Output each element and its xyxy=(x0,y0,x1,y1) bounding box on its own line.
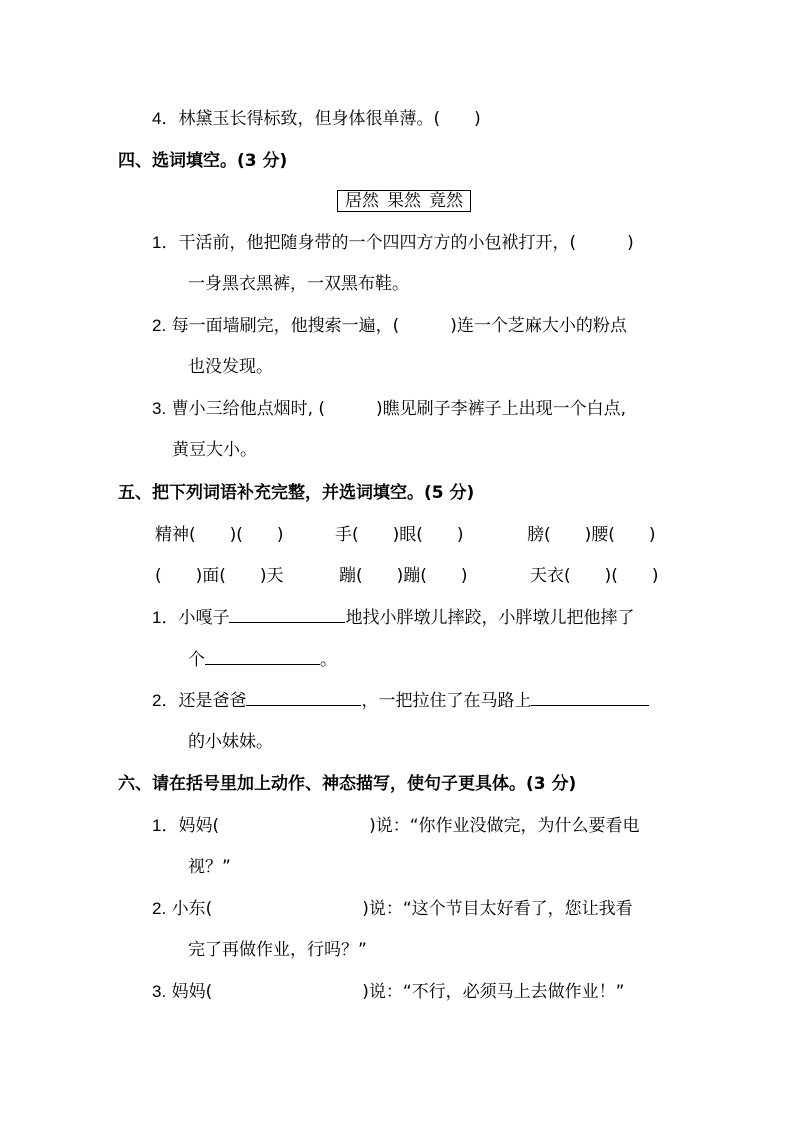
question-number: 2. xyxy=(152,899,167,918)
question-text: 每一面墙刷完，他搜索一遍，( )连一个芝麻大小的粉点 xyxy=(171,316,627,336)
question-text: 还是爸爸 xyxy=(178,691,247,711)
answer-blank[interactable] xyxy=(531,689,649,706)
answer-blank[interactable] xyxy=(246,689,361,706)
question-text: 小嘎子 xyxy=(178,608,230,628)
section-6-title: 六、请在括号里加上动作、神态描写，使句子更具体。(3 分) xyxy=(118,774,577,794)
question-text: 小东( xyxy=(171,899,213,919)
question-text: 地找小胖墩儿摔跤，小胖墩儿把他摔了 xyxy=(345,608,635,628)
question-number: 2． xyxy=(152,691,179,710)
question-text: 妈妈( xyxy=(171,982,213,1002)
answer-blank[interactable] xyxy=(205,648,320,665)
word-fill-6: 天衣( )( ) xyxy=(530,566,659,586)
question-text: 干活前，他把随身带的一个四四方方的小包袱打开，( ) xyxy=(178,233,634,253)
question-text: 曹小三给他点烟时, ( )瞧见刷子李裤子上出现一个白点, xyxy=(171,399,627,419)
section-4-item-2-cont: 也没发现。 xyxy=(188,357,273,377)
section-5-item-2-cont: 的小妹妹。 xyxy=(188,732,273,752)
section-5-title: 五、把下列词语补充完整，并选词填空。(5 分) xyxy=(118,483,475,503)
question-text: 林黛玉长得标致，但身体很单薄。( ) xyxy=(178,109,481,129)
word-fill-5: 蹦( )蹦( ) xyxy=(339,566,468,586)
question-number: 1． xyxy=(152,608,179,627)
section-5-item-1 xyxy=(152,606,634,629)
section-5-item-1-cont xyxy=(188,648,337,671)
question-text: )说： xyxy=(362,899,403,919)
section-5-item-2 xyxy=(152,689,649,712)
word-option: 居然 xyxy=(345,191,379,211)
section-6-item-1-cont: 视？” xyxy=(188,857,231,877)
word-fill-3: 膀( )腰( ) xyxy=(527,525,656,545)
section-6-item-1 xyxy=(152,815,640,837)
question-number: 1． xyxy=(152,816,179,835)
question-text: 个 xyxy=(188,650,205,670)
section-4-item-2 xyxy=(152,315,627,337)
question-number: 4． xyxy=(152,109,179,128)
question-text: )说： xyxy=(362,982,403,1002)
section-4-item-3-cont: 黄豆大小。 xyxy=(172,440,257,460)
section-6-item-3 xyxy=(152,981,625,1003)
question-number: 1． xyxy=(152,233,179,252)
question-text: “你作业没做完，为什么要看电 xyxy=(409,816,640,836)
question-number: 2. xyxy=(152,316,167,335)
question-4-previous xyxy=(152,108,481,130)
section-4-title: 四、选词填空。(3 分) xyxy=(118,151,288,171)
word-choice-box xyxy=(337,190,471,212)
word-option: 竟然 xyxy=(429,191,463,211)
question-text: 妈妈( xyxy=(178,816,220,836)
word-fill-4: ( )面( )天 xyxy=(155,566,284,586)
section-6-item-2 xyxy=(152,898,633,920)
question-text: ，一把拉住了在马路上 xyxy=(361,691,532,711)
section-4-item-1 xyxy=(152,232,634,254)
question-number: 3. xyxy=(152,399,167,418)
answer-blank[interactable] xyxy=(229,606,345,623)
word-fill-1: 精神( )( ) xyxy=(155,525,284,545)
word-fill-2: 手( )眼( ) xyxy=(335,525,464,545)
section-4-item-3 xyxy=(152,398,626,420)
question-text: “这个节目太好看了，您让我看 xyxy=(402,899,633,919)
question-text: )说： xyxy=(369,816,410,836)
section-4-item-1-cont: 一身黑衣黑裤，一双黑布鞋。 xyxy=(188,274,409,294)
question-text: “不行，必须马上去做作业！” xyxy=(402,982,625,1002)
question-number: 3. xyxy=(152,982,167,1001)
question-text: 。 xyxy=(320,650,337,670)
section-6-item-2-cont: 完了再做作业，行吗？” xyxy=(188,940,367,960)
word-option: 果然 xyxy=(387,191,421,211)
